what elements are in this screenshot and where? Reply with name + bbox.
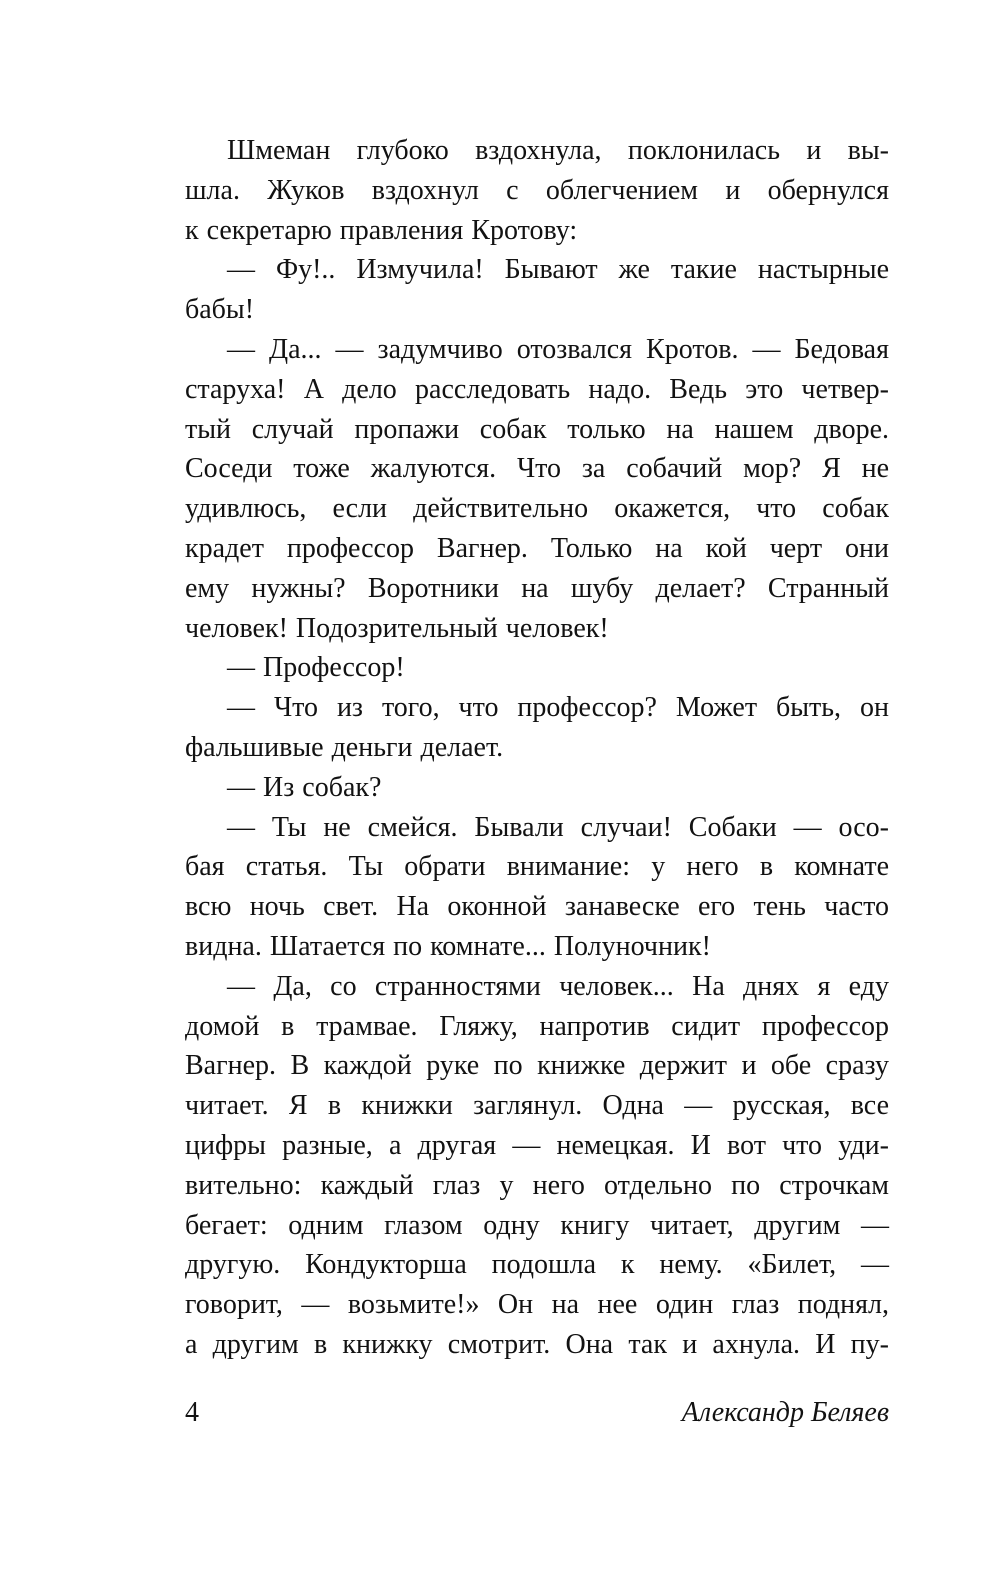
- text-line: а другим в книжку смотрит. Она так и ахнула. И пу-: [185, 1328, 889, 1360]
- text-line: — Да... — задумчиво отозвался Кротов. — Бедовая: [227, 333, 889, 365]
- page-number: 4: [185, 1397, 199, 1428]
- text-line: — Профессор!: [227, 652, 405, 684]
- text-line: Вагнер. В каждой руке по книжке держит и обе сразу: [185, 1050, 889, 1082]
- text-line: — Из собак?: [227, 771, 382, 803]
- text-line: читает. Я в книжки заглянул. Одна — русская, все: [185, 1090, 889, 1122]
- page-footer: [185, 1393, 889, 1433]
- paragraph: [185, 648, 889, 688]
- text-line: старуха! А дело расследовать надо. Ведь это четвер-: [185, 373, 889, 405]
- text-line: вительно: каждый глаз у него отдельно по строчкам: [185, 1169, 889, 1201]
- author-name: Александр Беляев: [681, 1397, 889, 1428]
- text-line: видна. Шатается по комнате... Полуночник!: [185, 930, 711, 962]
- text-line: Соседи тоже жалуются. Что за собачий мор? Я не: [185, 453, 889, 485]
- text-line: другую. Кондукторша подошла к нему. «Билет, —: [185, 1249, 889, 1281]
- text-line: удивлюсь, если действительно окажется, что собак: [185, 493, 889, 525]
- paragraph: [185, 967, 889, 1365]
- text-line: человек! Подозрительный человек!: [185, 612, 609, 644]
- paragraph: [185, 131, 889, 250]
- paragraph: [185, 330, 889, 648]
- page-text: [185, 131, 889, 1365]
- text-line: домой в трамвае. Гляжу, напротив сидит профессор: [185, 1010, 889, 1042]
- text-line: — Да, со странностями человек... На днях я еду: [227, 970, 889, 1002]
- paragraph: [185, 250, 889, 330]
- text-line: крадет профессор Вагнер. Только на кой черт они: [185, 532, 889, 564]
- text-line: — Ты не смейся. Бывали случаи! Собаки — осо-: [227, 811, 889, 843]
- text-line: — Что из того, что профессор? Может быть, он: [227, 692, 889, 724]
- text-line: бая статья. Ты обрати внимание: у него в комнате: [185, 851, 889, 883]
- text-line: Шмеман глубоко вздохнула, поклонилась и вы-: [227, 135, 889, 166]
- text-line: шла. Жуков вздохнул с облегчением и обернулся: [185, 174, 889, 206]
- text-line: цифры разные, а другая — немецкая. И вот что уди-: [185, 1129, 889, 1161]
- paragraph: [185, 808, 889, 967]
- text-line: ему нужны? Воротники на шубу делает? Странный: [185, 572, 889, 604]
- text-line: всю ночь свет. На оконной занавеске его тень часто: [185, 891, 889, 923]
- text-line: тый случай пропажи собак только на нашем дворе.: [185, 413, 889, 445]
- text-line: фальшивые деньги делает.: [185, 731, 504, 763]
- text-line: бабы!: [185, 294, 255, 326]
- text-line: говорит, — возьмите!» Он на нее один глаз поднял,: [185, 1289, 889, 1321]
- text-line: — Фу!.. Измучила! Бывают же такие настырные: [227, 254, 889, 286]
- text-line: бегает: одним глазом одну книгу читает, другим —: [185, 1209, 889, 1241]
- text-line: к секретарю правления Кротову:: [185, 214, 578, 246]
- paragraph: [185, 768, 889, 808]
- paragraph: [185, 688, 889, 768]
